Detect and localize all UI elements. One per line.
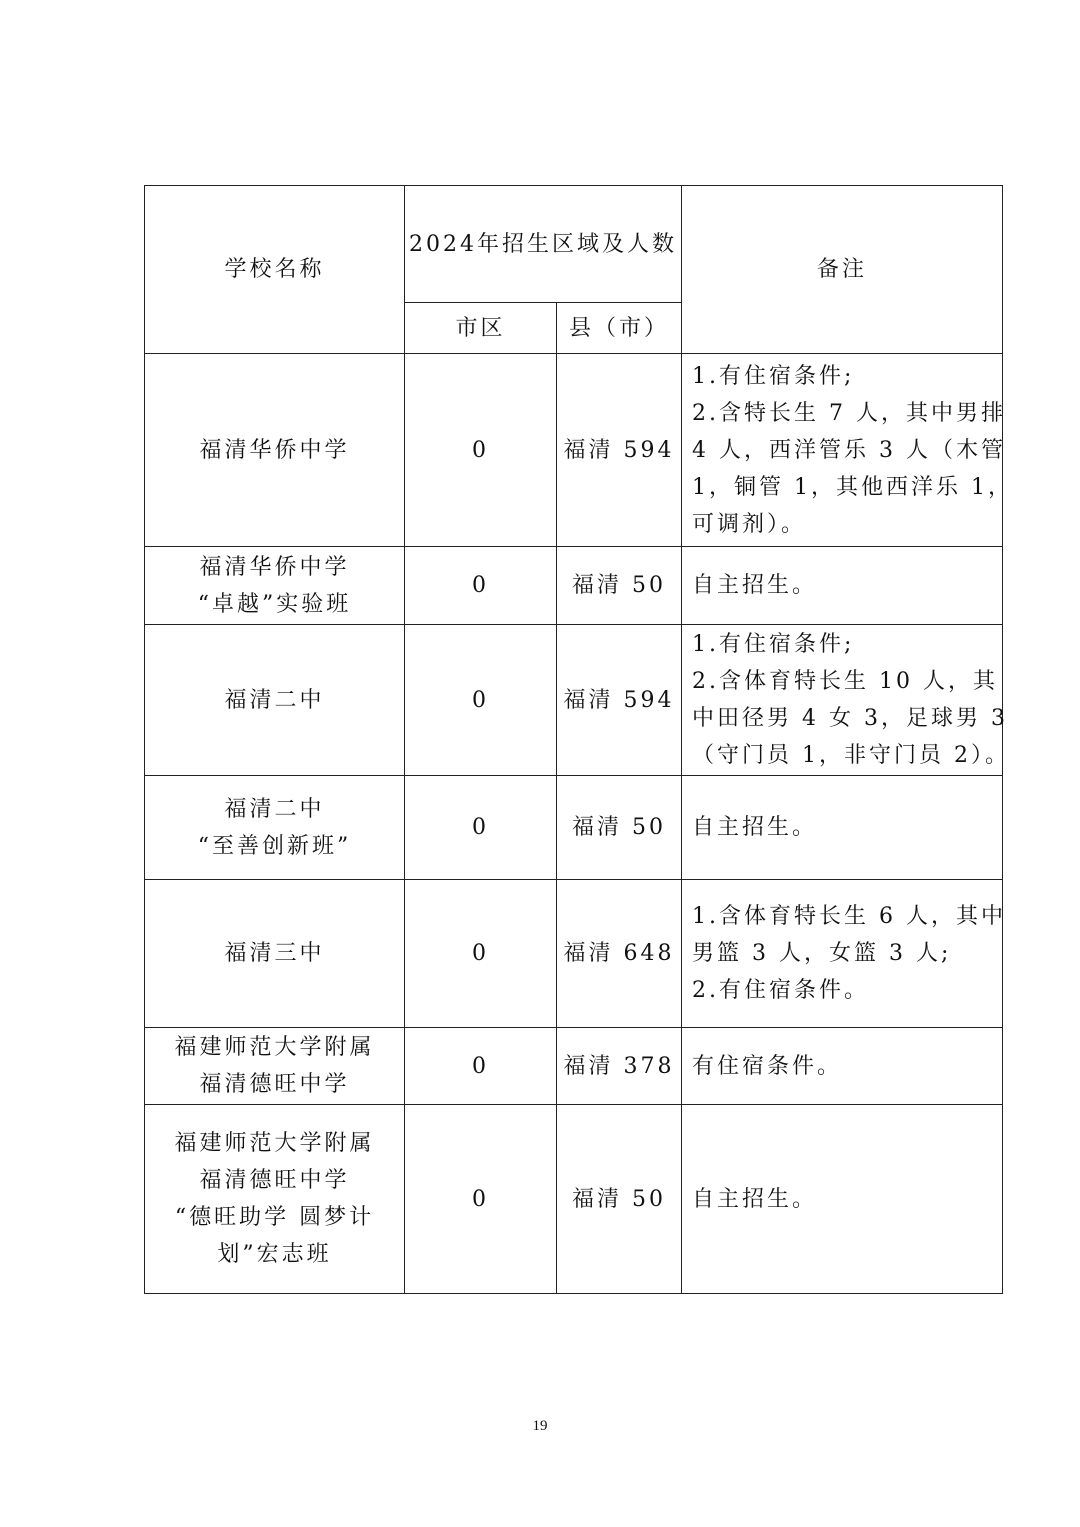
cell-county-count: 福清 648 [557,880,682,1028]
header-school-name: 学校名称 [145,186,405,354]
school-name-line: “德旺助学 圆梦计 [174,1205,375,1230]
table-row [145,1105,1003,1294]
cell-remarks [682,547,1003,625]
school-name-line: 福清二中 [224,796,325,822]
remark-line: 男篮 3 人，女篮 3 人; [692,941,952,966]
enrollment-table [144,185,1013,1294]
cell-county-count: 福清 50 [557,1105,682,1294]
cell-city-count: 0 [405,1105,557,1294]
remark-line: 4 人，西洋管乐 3 人（木管 [692,437,1006,463]
cell-city-count: 0 [405,776,557,880]
cell-school-name [145,1105,405,1294]
remark-line: 2.有住宿条件。 [692,978,869,1003]
cell-school-name [145,354,405,547]
school-name-line: 划”宏志班 [217,1242,332,1267]
remark-line: 1，铜管 1，其他西洋乐 1， [692,474,1013,500]
school-name-line: 福清华侨中学 [199,554,350,580]
remark-line: 中田径男 4 女 3，足球男 3 [692,706,1008,731]
header-remarks: 备注 [682,186,1003,354]
table-row [145,880,1003,1028]
cell-city-count: 0 [405,880,557,1028]
cell-city-count: 0 [405,1028,557,1105]
cell-remarks [682,354,1013,547]
cell-county-count: 福清 594 [557,625,682,776]
cell-city-count: 0 [405,354,557,547]
remark-line: 1.有住宿条件; [692,632,855,657]
remark-line: 1.有住宿条件; [692,363,855,389]
cell-city-count: 0 [405,547,557,625]
remark-line: 有住宿条件。 [692,1053,843,1079]
school-name-line: 福清三中 [224,941,325,966]
school-name-line: 福清二中 [224,687,325,713]
remark-line: 自主招生。 [692,815,818,840]
school-name-line: 福建师范大学附属 [174,1035,375,1060]
remark-line: 自主招生。 [692,573,818,598]
cell-school-name [145,880,405,1028]
cell-county-count: 福清 594 [557,354,682,547]
cell-school-name [145,547,405,625]
cell-remarks [682,776,1003,880]
remark-line: 自主招生。 [692,1186,818,1212]
header-county: 县（市） [557,303,682,354]
table-row [145,625,1003,776]
cell-school-name [145,776,405,880]
cell-county-count: 福清 50 [557,776,682,880]
cell-city-count: 0 [405,625,557,776]
table-row [145,354,1003,547]
school-name-line: 福清华侨中学 [199,437,350,463]
cell-remarks [682,1105,1003,1294]
school-name-line: 福建师范大学附属 [174,1131,375,1156]
remark-line: 可调剂）。 [692,511,807,537]
cell-school-name [145,625,405,776]
table-row [145,547,1003,625]
school-name-line: 福清德旺中学 [199,1168,350,1193]
header-region-group: 2024年招生区域及人数 [405,186,682,303]
cell-county-count: 福清 50 [557,547,682,625]
remark-line: 1.含体育特长生 6 人，其中 [692,904,1006,929]
cell-county-count: 福清 378 [557,1028,682,1105]
cell-school-name [145,1028,405,1105]
remark-line: （守门员 1，非守门员 2）。 [692,743,1010,768]
cell-remarks [682,1028,1003,1105]
remark-line: 2.含特长生 7 人，其中男排 [692,400,1006,426]
table-row [145,1028,1003,1105]
school-name-line: “卓越”实验班 [197,591,352,617]
table-row [145,776,1003,880]
cell-remarks [682,625,1010,776]
header-city: 市区 [405,303,557,354]
school-name-line: 福清德旺中学 [199,1072,350,1097]
table-body [145,186,1013,1294]
header-row-top [145,186,1003,303]
page-number: 19 [532,1418,548,1434]
remark-line: 2.含体育特长生 10 人，其 [692,669,998,694]
school-name-line: “至善创新班” [197,833,352,859]
cell-remarks [682,880,1006,1028]
